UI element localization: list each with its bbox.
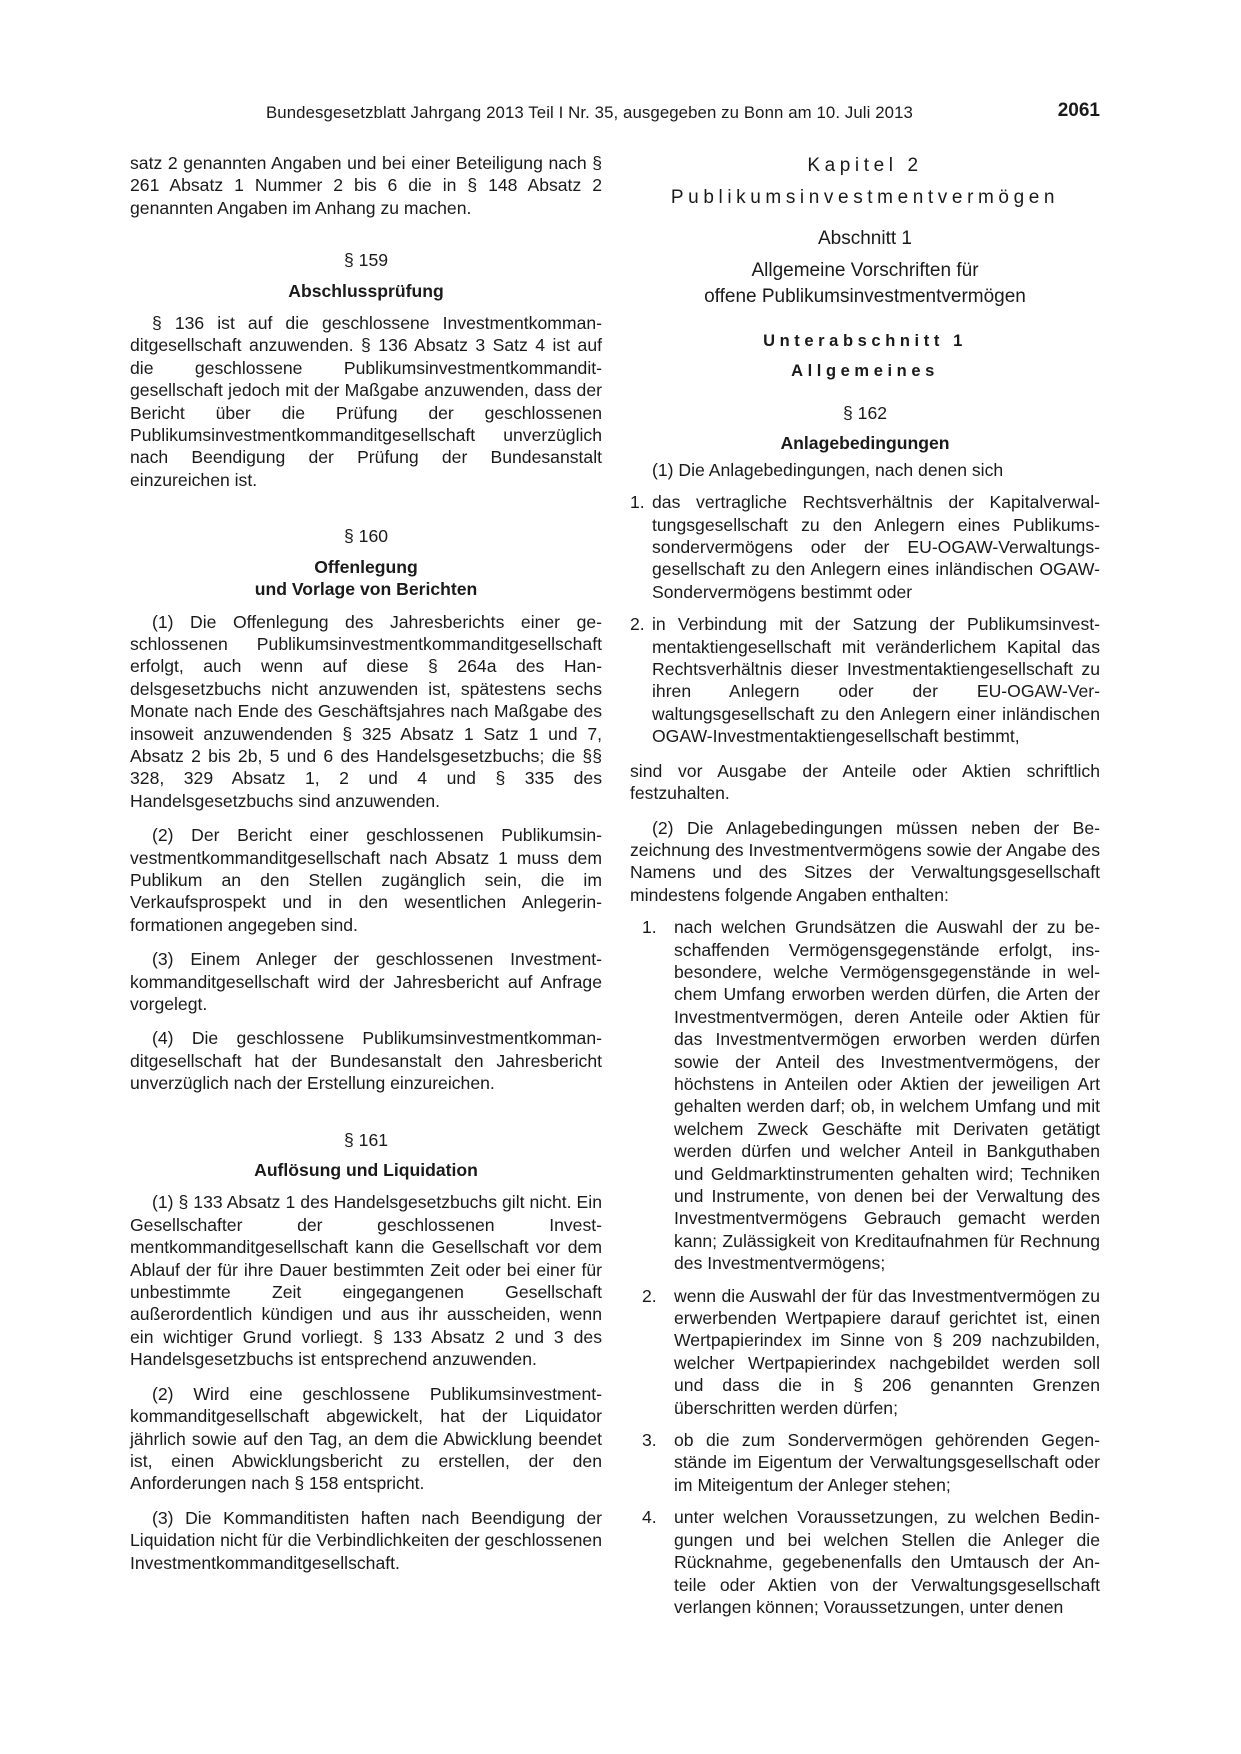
section-162-para-2-intro: (2) Die Anlagebedingungen müssen neben der Bezeichnung des Investmentvermögens sowie der Angabe des Namens und des Sitzes der Verwaltungsgesellschaft mindestens folgende Angaben enthalten: <box>630 817 1100 905</box>
list-item-text: das vertragliche Rechtsverhältnis der Kapitalverwaltungsgesellschaft zu den Anlegern eines Publikumssondervermögens oder der EU-OGAW-Verwaltungsgesellschaft zu den Anlegern eines inländischen OGAW-Sondervermögens bestimmt oder <box>652 492 1100 602</box>
list-item-number: 2. <box>630 614 645 635</box>
section-160-number: § 160 <box>343 526 389 547</box>
chapter-title: Publikumsinvestmentvermögen <box>670 187 1060 208</box>
list-item <box>630 1429 1100 1496</box>
page-number: 2061 <box>1057 100 1100 121</box>
list-item-number: 1. <box>642 917 657 938</box>
section-160-para-4: (4) Die geschlossene Publikumsinvestmentkommanditgesellschaft hat der Bundesanstalt den Jahresbericht unverzüglich nach der Erstellung einzureichen. <box>130 1028 602 1094</box>
right-column <box>630 152 1100 1618</box>
section-159-title: Abschlussprüfung <box>288 280 444 301</box>
left-column <box>130 152 602 1574</box>
list-item-number: 3. <box>642 1430 657 1451</box>
list-item-number: 1. <box>630 492 645 513</box>
subsection-heading: Unterabschnitt 1 <box>763 332 967 350</box>
section-162-para-1-intro: (1) Die Anlagebedingungen, nach denen sich <box>652 459 1004 480</box>
list-item-number: 2. <box>642 1285 657 1306</box>
section-160-title-line2: und Vorlage von Berichten <box>254 579 478 600</box>
section-161-para-1: (1) § 133 Absatz 1 des Handelsgesetzbuchs gilt nicht. Ein Gesellschafter der geschlossenen Investmentkommanditgesellschaft kann die Gesellschaft vor dem Ablauf der für ihre Dauer bestimmten Zeit oder bei einer für unbestimmte Zeit eingegangenen Gesellschaft außerordentlich kündigen und aus ihr ausscheiden, wenn ein wichtiger Grund vorliegt. § 133 Absatz 2 und 3 des Handelsgesetzbuchs ist entsprechend anzuwenden. <box>130 1192 602 1370</box>
section-159-text: § 136 ist auf die geschlossene Investmentkommanditgesellschaft anzuwenden. § 136 Absatz 3 Satz 4 ist auf die geschlossene Publikumsinvestmentkommanditgesellschaft jedoch mit der Maßgabe anzuwenden, dass der Bericht über die Prüfung der geschlossenen Publikumsinvestmentkommanditgesellschaft unverzüglich nach Beendigung der Prüfung der Bundesanstalt einzureichen ist. <box>130 313 602 490</box>
chapter-heading: Kapitel 2 <box>807 155 923 176</box>
section-title-line2: offene Publikumsinvestmentvermögen <box>704 286 1026 307</box>
list-item <box>630 1506 1100 1618</box>
list-item <box>630 916 1100 1275</box>
list-item-text: wenn die Auswahl der für das Investmentvermögen zu erwerbenden Wertpapiere darauf gerichtet ist, einen Wertpapierindex im Sinne von § 209 nachzubilden, welcher Wertpapierindex nachgebildet werden soll und dass die in § 206 genannten Grenzen überschritten werden dürfen; <box>674 1285 1100 1418</box>
running-title: Bundesgesetzblatt Jahrgang 2013 Teil I Nr. 35, ausgegeben zu Bonn am 10. Juli 2013 <box>266 103 913 122</box>
section-160-title-line1: Offenlegung <box>314 556 418 577</box>
intro-paragraph: satz 2 genannten Angaben und bei einer Beteiligung nach § 261 Absatz 1 Nummer 2 bis 6 die in § 148 Absatz 2 genannten Angaben im Anhang zu machen. <box>130 153 602 218</box>
list-item-text: nach welchen Grundsätzen die Auswahl der zu beschaffenden Vermögensgegenstände erfolgt, insbesondere, welche Vermögensgegenstände in welchem Umfang erworben werden dürfen, die Arten der Investmentvermögen, deren Anteile oder Aktien für das Investmentvermögen erworben werden dürfen sowie der Anteil des Investmentvermögens, der höchstens in Anteilen oder Aktien der jeweiligen Art gehalten werden darf; ob, in welchem Umfang und mit welchem Zweck Geschäfte mit Derivaten getätigt werden dürfen und welcher Anteil in Bankguthaben und Geldmarktinstrumenten gehalten wird; Techniken und Instrumente, von denen bei der Verwaltung des Investmentvermögens Gebrauch gemacht werden kann; Zulässigkeit von Kreditaufnahmen für Rechnung des Investmentvermögens; <box>674 917 1100 1274</box>
section-title-line1: Allgemeine Vorschriften für <box>751 260 979 281</box>
running-head <box>130 100 1100 126</box>
section-160-para-2: (2) Der Bericht einer geschlossenen Publikumsinvestmentkommanditgesellschaft nach Absatz 1 muss dem Publikum an den Stellen zugänglich sein, die im Verkaufsprospekt und in den wesentlichen Anlegerinformationen angegeben sind. <box>130 825 602 935</box>
list-item <box>630 491 1100 603</box>
section-161-para-2: (2) Wird eine geschlossene Publikumsinvestmentkommanditgesellschaft abgewickelt, hat der Liquidator jährlich sowie auf den Tag, an dem die Abwicklung beendet ist, einen Abwicklungsbericht zu erstellen, der den Anforderungen nach § 158 entspricht. <box>130 1383 602 1494</box>
section-162-number: § 162 <box>842 403 888 423</box>
subsection-title: Allgemeines <box>791 362 939 380</box>
list-item <box>630 1285 1100 1419</box>
section-160-para-3: (3) Einem Anleger der geschlossenen Investmentkommanditgesellschaft wird der Jahresbericht auf Anfrage vorgelegt. <box>130 949 602 1014</box>
list-item-text: unter welchen Voraussetzungen, zu welchen Bedingungen und bei welchen Stellen die Anleger die Rücknahme, gegebenenfalls den Umtausch der Anteile oder Aktien von der Verwaltungsgesellschaft verlangen können; Voraussetzungen, unter denen <box>674 1507 1100 1617</box>
list-item-text: in Verbindung mit der Satzung der Publikumsinvestmentaktiengesellschaft mit veränderlichem Kapital das Rechtsverhältnis dieser Investmentaktiengesellschaft zu ihren Anlegern oder der EU-OGAW-Verwaltungsgesellschaft zu den Anlegern einer inländischen OGAW-Investmentaktiengesellschaft bestimmt, <box>652 614 1100 747</box>
list-item-text: ob die zum Sondervermögen gehörenden Gegenstände im Eigentum der Verwaltungsgesellschaft oder im Miteigentum der Anleger stehen; <box>674 1430 1100 1495</box>
section-160-para-1: (1) Die Offenlegung des Jahresberichts einer geschlossenen Publikumsinvestmentkommanditgesellschaft erfolgt, auch wenn auf diese § 264a des Handelsgesetzbuchs nicht anzuwenden ist, spätestens sechs Monate nach Ende des Geschäftsjahres nach Maßgabe des insoweit anzuwendenden § 325 Absatz 1 Satz 1 und 7, Absatz 2 bis 2b, 5 und 6 des Handelsgesetzbuchs; die §§ 328, 329 Absatz 1, 2 und 4 und § 335 des Handelsgesetzbuchs sind anzuwenden. <box>130 611 602 811</box>
section-heading: Abschnitt 1 <box>818 228 912 249</box>
section-161-number: § 161 <box>343 1129 389 1150</box>
section-161-para-3: (3) Die Kommanditisten haften nach Beendigung der Liquidation nicht für die Verbindlichkeiten der geschlossenen Investmentkommanditgesellschaft. <box>130 1507 602 1573</box>
section-162-para-1-end: sind vor Ausgabe der Anteile oder Aktien schriftlich festzuhalten. <box>630 760 1100 804</box>
section-161-title: Auflösung und Liquidation <box>254 1160 478 1181</box>
section-159-number: § 159 <box>343 250 389 271</box>
section-162-title: Anlagebedingungen <box>780 433 950 454</box>
list-item-number: 4. <box>642 1507 657 1528</box>
list-item <box>630 613 1100 747</box>
